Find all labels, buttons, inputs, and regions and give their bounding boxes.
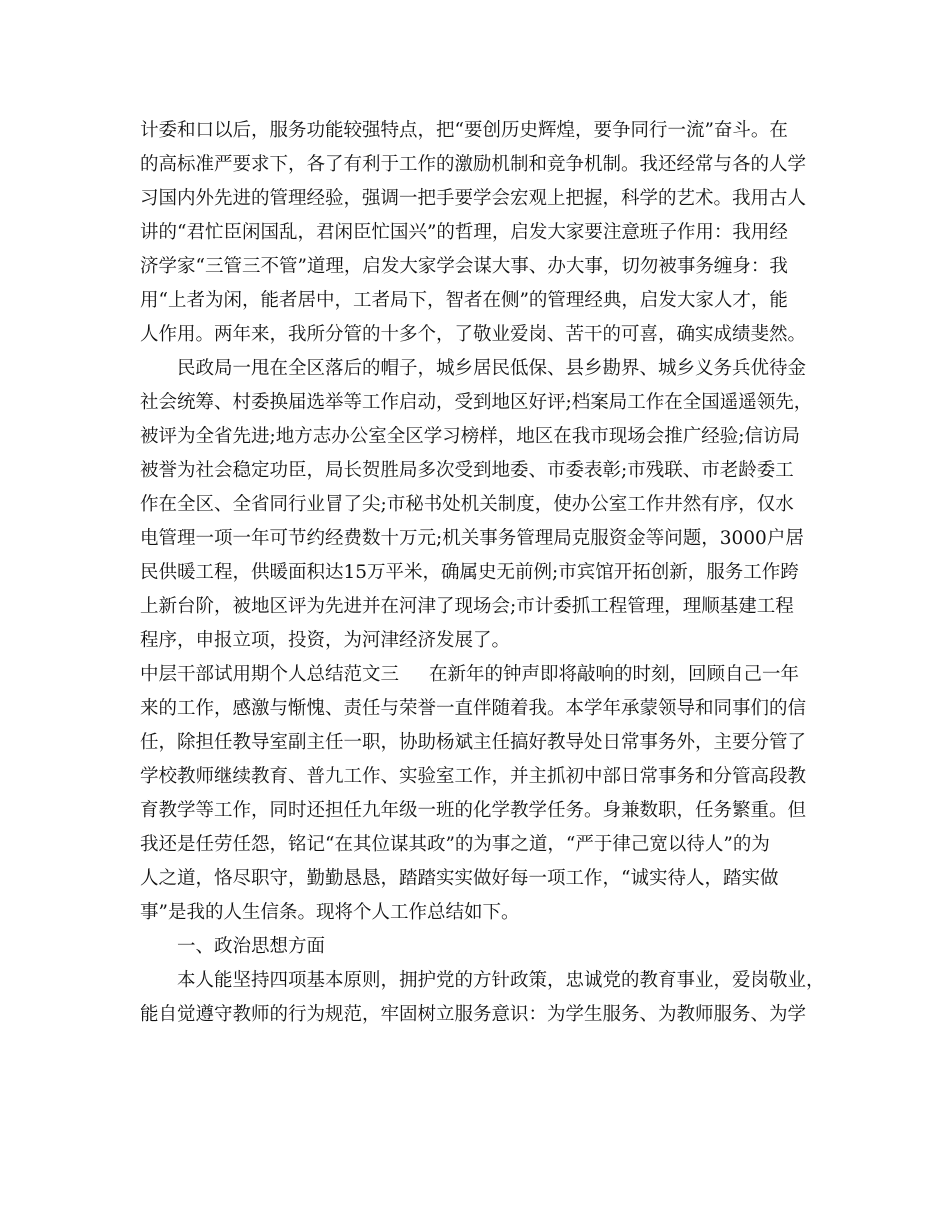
section-title: 中层干部试用期个人总结范文三 [140, 664, 400, 685]
text-line: 我还是任劳任怨，铭记“在其位谋其政”的为事之道，“严于律己宽以待人”的为 [140, 834, 770, 855]
text-line: 能自觉遵守教师的行为规范，牢固树立服务意识：为学生服务、为教师服务、为学 [140, 1004, 807, 1025]
text-line: 社会统筹、村委换届选举等工作启动，受到地区好评;档案局工作在全国遥遥领先， [140, 392, 813, 413]
text-line: 学校教师继续教育、普九工作、实验室工作，并主抓初中部日常事务和分管高段教 [140, 766, 807, 787]
text-line: 任，除担任教导室副主任一职，协助杨斌主任搞好教导处日常事务外，主要分管了 [140, 732, 807, 753]
text-line: 育教学等工作，同时还担任九年级一班的化学教学任务。身兼数职，任务繁重。但 [140, 800, 807, 821]
text-line: 民政局一甩在全区落后的帽子，城乡居民低保、县乡勘界、城乡义务兵优待金 [177, 358, 807, 379]
section-heading-line [140, 658, 830, 692]
text-line: 的高标准严要求下，各了有利于工作的激励机制和竞争机制。我还经常与各的人学 [140, 154, 807, 175]
text-line: 本人能坚持四项基本原则，拥护党的方针政策，忠诚党的教育事业，爱岗敬业， [177, 970, 825, 991]
document-body [140, 114, 830, 1032]
text-line: 人之道，恪尽职守，勤勤恳恳，踏踏实实做好每一项工作，“诚实待人，踏实做 [140, 868, 779, 889]
text-line: 讲的“君忙臣闲国乱，君闲臣忙国兴”的哲理，启发大家要注意班子作用：我用经 [140, 222, 788, 243]
paragraph-group-1 [140, 114, 830, 658]
paragraph-group-2 [140, 692, 830, 1032]
text-line: 人作用。两年来，我所分管的十多个，了敬业爱岗、苦干的可喜，确实成绩斐然。 [140, 324, 807, 345]
text-line: 济学家“三管三不管”道理，启发大家学会谋大事、办大事，切勿被事务缠身：我 [140, 256, 788, 277]
text-line: 电管理一项一年可节约经费数十万元;机关事务管理局克服资金等问题，3000户居 [140, 528, 804, 549]
text-line: 程序，申报立项，投资，为河津经济发展了。 [140, 630, 511, 651]
text-line: 来的工作，感激与惭愧、责任与荣誉一直伴随着我。本学年承蒙领导和同事们的信 [140, 698, 807, 719]
text-line: 计委和口以后，服务功能较强特点，把“要创历史辉煌，要争同行一流”奋斗。在 [140, 120, 788, 141]
text-line: 民供暖工程，供暖面积达15万平米，确属史无前例;市宾馆开拓创新，服务工作跨 [140, 562, 799, 583]
section-first-line: 在新年的钟声即将敲响的时刻，回顾自己一年 [429, 664, 800, 685]
text-line: 一、政治思想方面 [177, 936, 326, 957]
text-line: 用“上者为闲，能者居中，工者局下，智者在侧”的管理经典，启发大家人才，能 [140, 290, 788, 311]
text-line: 上新台阶，被地区评为先进并在河津了现场会;市计委抓工程管理，理顺基建工程 [140, 596, 794, 617]
text-line: 被评为全省先进;地方志办公室全区学习榜样，地区在我市现场会推广经验;信访局 [140, 426, 800, 447]
text-line: 事”是我的人生信条。现将个人工作总结如下。 [140, 902, 520, 923]
text-line: 作在全区、全省同行业冒了尖;市秘书处机关制度，使办公室工作井然有序，仅水 [140, 494, 794, 515]
text-line: 被誉为社会稳定功臣，局长贺胜局多次受到地委、市委表彰;市残联、市老龄委工 [140, 460, 794, 481]
text-line: 习国内外先进的管理经验，强调一把手要学会宏观上把握，科学的艺术。我用古人 [140, 188, 807, 209]
